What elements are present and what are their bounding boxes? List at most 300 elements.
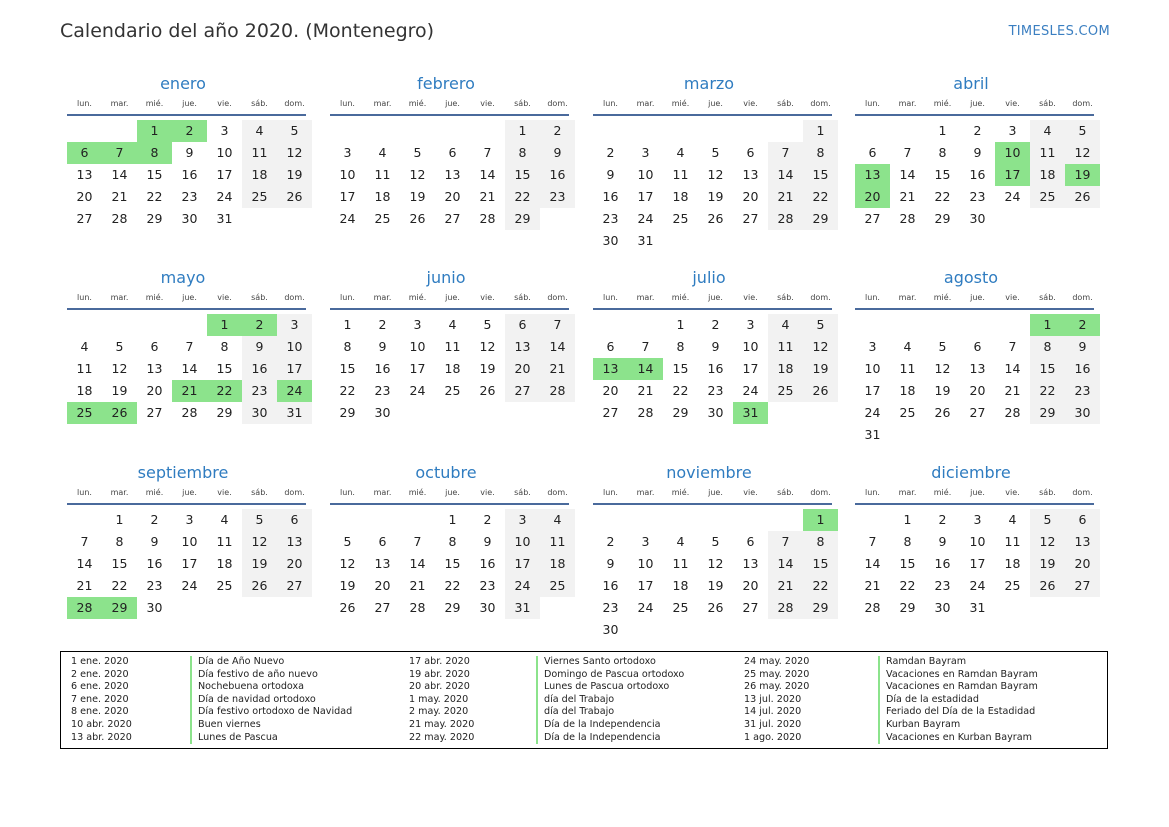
day-cell: 7: [80, 534, 89, 549]
day-grid: [855, 314, 1094, 446]
weekday-header: [67, 290, 306, 310]
day-cell: 3: [185, 512, 194, 527]
empty-cell: [102, 314, 137, 336]
day-cell: 15: [803, 164, 838, 186]
day-cell: 10: [742, 339, 759, 354]
empty-cell: [593, 509, 628, 531]
day-cell: 17: [409, 361, 426, 376]
weekday-label: mié.: [933, 99, 952, 108]
weekday-label: sáb.: [1039, 293, 1056, 302]
holiday-day-cell: 10: [995, 142, 1030, 164]
day-cell: 8: [803, 531, 838, 553]
day-cell: 24: [216, 189, 233, 204]
day-cell: 15: [444, 556, 461, 571]
legend-date: 2 may. 2020: [409, 706, 469, 718]
holiday-day-cell: 1: [207, 314, 242, 336]
day-cell: 29: [444, 600, 461, 615]
day-cell: 18: [374, 189, 391, 204]
day-cell: 27: [374, 600, 391, 615]
day-cell: 12: [1030, 531, 1065, 553]
weekday-label: dom.: [284, 99, 305, 108]
day-cell: 23: [934, 578, 951, 593]
weekday-label: mar.: [636, 293, 655, 302]
day-cell: 30: [1065, 402, 1100, 424]
weekday-label: vie.: [217, 488, 232, 497]
legend-holiday-name: día del Trabajo: [544, 693, 615, 705]
day-cell: 15: [899, 556, 916, 571]
day-cell: 1: [938, 123, 947, 138]
weekday-label: dom.: [284, 293, 305, 302]
day-cell: 5: [242, 509, 277, 531]
day-cell: 30: [969, 211, 986, 226]
empty-cell: [628, 314, 663, 336]
day-cell: 29: [934, 211, 951, 226]
day-cell: 25: [216, 578, 233, 593]
legend-dates-column: [744, 656, 809, 744]
day-cell: 22: [146, 189, 163, 204]
day-cell: 10: [637, 556, 654, 571]
day-cell: 10: [277, 336, 312, 358]
holiday-day-cell: 13: [593, 358, 628, 380]
legend-date: 6 ene. 2020: [71, 681, 129, 693]
day-cell: 12: [934, 361, 951, 376]
empty-cell: [172, 314, 207, 336]
day-cell: 8: [803, 142, 838, 164]
legend-date: 31 jul. 2020: [744, 718, 802, 730]
day-cell: 2: [973, 123, 982, 138]
empty-cell: [890, 314, 925, 336]
day-cell: 7: [540, 314, 575, 336]
day-cell: 25: [374, 211, 391, 226]
empty-cell: [925, 314, 960, 336]
day-cell: 4: [768, 314, 803, 336]
day-cell: 10: [181, 534, 198, 549]
legend-holiday-name: Día de la Independencia: [544, 718, 661, 730]
day-cell: 27: [742, 211, 759, 226]
weekday-label: lun.: [865, 293, 880, 302]
day-cell: 1: [803, 120, 838, 142]
month-septiembre: [60, 461, 306, 619]
day-cell: 12: [409, 167, 426, 182]
day-cell: 8: [343, 339, 352, 354]
weekday-label: mié.: [408, 99, 427, 108]
day-cell: 12: [1065, 142, 1100, 164]
month-octubre: [323, 461, 569, 619]
day-grid: [855, 509, 1094, 619]
empty-cell: [67, 120, 102, 142]
day-cell: 17: [864, 383, 881, 398]
day-cell: 24: [637, 600, 654, 615]
day-cell: 16: [242, 358, 277, 380]
month-mayo: [60, 266, 306, 424]
day-cell: 31: [277, 402, 312, 424]
day-cell: 20: [969, 383, 986, 398]
weekday-label: mié.: [145, 99, 164, 108]
weekday-label: jue.: [445, 293, 460, 302]
day-cell: 5: [115, 339, 124, 354]
day-cell: 11: [374, 167, 391, 182]
day-cell: 29: [1030, 402, 1065, 424]
day-cell: 11: [899, 361, 916, 376]
day-cell: 13: [374, 556, 391, 571]
month-noviembre: [586, 461, 832, 641]
day-cell: 20: [146, 383, 163, 398]
legend-date: 2 ene. 2020: [71, 668, 129, 680]
weekday-label: lun.: [77, 488, 92, 497]
weekday-label: vie.: [1005, 99, 1020, 108]
day-cell: 19: [934, 383, 951, 398]
day-cell: 11: [1030, 142, 1065, 164]
weekday-label: vie.: [217, 99, 232, 108]
day-cell: 6: [746, 145, 755, 160]
day-cell: 12: [339, 556, 356, 571]
day-grid: [593, 314, 832, 424]
legend-holiday-name: Día de Año Nuevo: [198, 656, 285, 667]
weekday-label: jue.: [445, 488, 460, 497]
day-cell: 17: [505, 553, 540, 575]
day-cell: 3: [641, 534, 650, 549]
weekday-header: [67, 485, 306, 505]
day-cell: 30: [374, 405, 391, 420]
legend-date: 1 may. 2020: [409, 693, 469, 705]
holiday-legend: [60, 651, 1108, 749]
weekday-label: sáb.: [1039, 99, 1056, 108]
weekday-label: lun.: [77, 293, 92, 302]
legend-date: 20 abr. 2020: [409, 681, 470, 693]
day-cell: 6: [505, 314, 540, 336]
empty-cell: [400, 509, 435, 531]
day-cell: 23: [146, 578, 163, 593]
day-cell: 27: [742, 600, 759, 615]
day-cell: 7: [768, 531, 803, 553]
legend-holiday-name: Kurban Bayram: [886, 718, 961, 730]
day-cell: 28: [181, 405, 198, 420]
day-cell: 1: [115, 512, 124, 527]
empty-cell: [855, 120, 890, 142]
weekday-label: dom.: [810, 99, 831, 108]
legend-date: 21 may. 2020: [409, 718, 475, 730]
brand-logo[interactable]: TIMESLES.COM: [1008, 24, 1110, 39]
day-cell: 10: [969, 534, 986, 549]
empty-cell: [768, 509, 803, 531]
weekday-label: vie.: [1005, 488, 1020, 497]
weekday-label: sáb.: [514, 99, 531, 108]
month-agosto: [848, 266, 1094, 446]
day-cell: 12: [707, 556, 724, 571]
day-cell: 23: [602, 600, 619, 615]
weekday-label: sáb.: [777, 488, 794, 497]
day-cell: 10: [409, 339, 426, 354]
day-cell: 18: [768, 358, 803, 380]
day-cell: 16: [707, 361, 724, 376]
day-cell: 5: [1065, 120, 1100, 142]
weekday-label: dom.: [547, 99, 568, 108]
holiday-day-cell: 24: [277, 380, 312, 402]
day-cell: 13: [277, 531, 312, 553]
empty-cell: [855, 314, 890, 336]
month-name: junio: [426, 268, 466, 287]
day-grid: [330, 120, 569, 230]
day-cell: 21: [768, 575, 803, 597]
day-cell: 6: [746, 534, 755, 549]
day-cell: 28: [899, 211, 916, 226]
day-cell: 17: [637, 189, 654, 204]
month-name: octubre: [415, 463, 477, 482]
day-cell: 29: [803, 208, 838, 230]
day-cell: 4: [80, 339, 89, 354]
legend-dates-column: [409, 656, 474, 744]
day-cell: 3: [277, 314, 312, 336]
day-cell: 19: [707, 189, 724, 204]
day-cell: 8: [220, 339, 229, 354]
holiday-day-cell: 21: [172, 380, 207, 402]
day-cell: 21: [479, 189, 496, 204]
day-cell: 13: [742, 556, 759, 571]
day-cell: 26: [707, 211, 724, 226]
empty-cell: [628, 509, 663, 531]
legend-holiday-name: Vacaciones en Kurban Bayram: [886, 731, 1032, 743]
day-cell: 11: [76, 361, 93, 376]
day-cell: 5: [938, 339, 947, 354]
day-cell: 15: [672, 361, 689, 376]
month-name: mayo: [160, 268, 206, 287]
weekday-header: [593, 290, 832, 310]
weekday-label: dom.: [1072, 99, 1093, 108]
weekday-label: sáb.: [251, 99, 268, 108]
day-cell: 11: [242, 142, 277, 164]
holiday-day-cell: 2: [172, 120, 207, 142]
day-cell: 21: [637, 383, 654, 398]
day-cell: 14: [768, 553, 803, 575]
day-cell: 3: [505, 509, 540, 531]
day-cell: 4: [903, 339, 912, 354]
weekday-label: vie.: [1005, 293, 1020, 302]
weekday-label: sáb.: [514, 488, 531, 497]
weekday-label: mié.: [671, 99, 690, 108]
legend-holiday-name: Buen viernes: [198, 718, 261, 730]
day-cell: 24: [409, 383, 426, 398]
day-cell: 2: [540, 120, 575, 142]
day-cell: 23: [479, 578, 496, 593]
legend-date: 26 may. 2020: [744, 681, 810, 693]
day-cell: 2: [938, 512, 947, 527]
day-cell: 9: [1065, 336, 1100, 358]
holiday-day-cell: 6: [67, 142, 102, 164]
weekday-label: mar.: [110, 293, 129, 302]
day-cell: 31: [969, 600, 986, 615]
empty-cell: [330, 509, 365, 531]
legend-holiday-name: Nochebuena ortodoxa: [198, 681, 305, 693]
day-grid: [67, 120, 306, 230]
weekday-label: dom.: [1072, 293, 1093, 302]
day-cell: 14: [540, 336, 575, 358]
day-cell: 18: [216, 556, 233, 571]
legend-holiday-name: Día de la estadidad: [886, 693, 979, 705]
day-cell: 5: [277, 120, 312, 142]
month-junio: [323, 266, 569, 424]
day-cell: 9: [540, 142, 575, 164]
weekday-label: dom.: [1072, 488, 1093, 497]
day-cell: 3: [868, 339, 877, 354]
day-cell: 4: [1030, 120, 1065, 142]
day-cell: 29: [505, 208, 540, 230]
legend-date: 22 may. 2020: [409, 731, 475, 743]
weekday-label: lun.: [340, 99, 355, 108]
month-name: julio: [692, 268, 726, 287]
day-cell: 30: [242, 402, 277, 424]
day-cell: 22: [111, 578, 128, 593]
day-cell: 3: [973, 512, 982, 527]
weekday-label: lun.: [603, 293, 618, 302]
weekday-label: jue.: [182, 99, 197, 108]
weekday-label: mar.: [898, 99, 917, 108]
day-cell: 23: [707, 383, 724, 398]
day-cell: 20: [505, 358, 540, 380]
day-cell: 14: [111, 167, 128, 182]
day-cell: 9: [606, 556, 615, 571]
day-cell: 21: [76, 578, 93, 593]
weekday-header: [330, 96, 569, 116]
day-cell: 7: [483, 145, 492, 160]
day-cell: 29: [339, 405, 356, 420]
day-cell: 19: [409, 189, 426, 204]
legend-date: 24 may. 2020: [744, 656, 810, 667]
day-cell: 19: [479, 361, 496, 376]
day-cell: 23: [540, 186, 575, 208]
day-cell: 18: [242, 164, 277, 186]
day-cell: 26: [707, 600, 724, 615]
day-cell: 23: [242, 380, 277, 402]
month-name: agosto: [943, 268, 999, 287]
empty-cell: [435, 120, 470, 142]
legend-holiday-name: Día festivo ortodoxo de Navidad: [198, 706, 353, 718]
empty-cell: [698, 120, 733, 142]
day-cell: 17: [339, 189, 356, 204]
legend-holiday-name: Vacaciones en Ramdan Bayram: [886, 681, 1038, 693]
day-cell: 26: [409, 211, 426, 226]
day-cell: 24: [339, 211, 356, 226]
day-cell: 29: [216, 405, 233, 420]
day-cell: 8: [448, 534, 457, 549]
empty-cell: [400, 120, 435, 142]
day-cell: 12: [803, 336, 838, 358]
holiday-day-cell: 20: [855, 186, 890, 208]
weekday-label: mar.: [898, 488, 917, 497]
day-cell: 27: [602, 405, 619, 420]
day-cell: 18: [1004, 556, 1021, 571]
month-name: septiembre: [137, 463, 229, 482]
day-cell: 10: [339, 167, 356, 182]
day-cell: 3: [343, 145, 352, 160]
day-cell: 4: [676, 534, 685, 549]
holiday-day-cell: 14: [628, 358, 663, 380]
holiday-day-cell: 31: [733, 402, 768, 424]
weekday-label: vie.: [217, 293, 232, 302]
weekday-label: mar.: [373, 488, 392, 497]
weekday-label: vie.: [743, 99, 758, 108]
weekday-header: [330, 290, 569, 310]
day-cell: 22: [444, 578, 461, 593]
day-cell: 2: [378, 317, 387, 332]
weekday-label: dom.: [284, 488, 305, 497]
day-cell: 15: [111, 556, 128, 571]
day-cell: 7: [641, 339, 650, 354]
holiday-day-cell: 22: [207, 380, 242, 402]
empty-cell: [470, 120, 505, 142]
day-cell: 16: [146, 556, 163, 571]
day-cell: 9: [606, 167, 615, 182]
weekday-label: mié.: [933, 488, 952, 497]
day-cell: 15: [1030, 358, 1065, 380]
legend-holiday-name: Viernes Santo ortodoxo: [544, 656, 656, 667]
day-cell: 11: [672, 556, 689, 571]
day-cell: 9: [378, 339, 387, 354]
day-cell: 11: [672, 167, 689, 182]
weekday-label: lun.: [865, 99, 880, 108]
day-cell: 17: [216, 167, 233, 182]
day-cell: 25: [1030, 186, 1065, 208]
day-cell: 9: [185, 145, 194, 160]
day-cell: 19: [277, 164, 312, 186]
day-cell: 16: [540, 164, 575, 186]
day-cell: 30: [181, 211, 198, 226]
day-cell: 6: [868, 145, 877, 160]
day-grid: [593, 509, 832, 641]
day-cell: 29: [672, 405, 689, 420]
day-cell: 19: [803, 358, 838, 380]
empty-cell: [733, 509, 768, 531]
holiday-day-cell: 26: [102, 402, 137, 424]
day-cell: 26: [339, 600, 356, 615]
day-cell: 12: [277, 142, 312, 164]
day-cell: 8: [676, 339, 685, 354]
legend-holiday-name: Domingo de Pascua ortodoxo: [544, 668, 685, 680]
day-cell: 31: [864, 427, 881, 442]
legend-date: 14 jul. 2020: [744, 706, 802, 718]
day-cell: 28: [111, 211, 128, 226]
weekday-label: vie.: [743, 293, 758, 302]
day-cell: 6: [1065, 509, 1100, 531]
holiday-day-cell: 28: [67, 597, 102, 619]
day-cell: 16: [374, 361, 391, 376]
day-cell: 13: [146, 361, 163, 376]
day-grid: [67, 509, 306, 619]
day-cell: 14: [864, 556, 881, 571]
weekday-label: mié.: [671, 488, 690, 497]
weekday-label: jue.: [182, 488, 197, 497]
day-cell: 30: [602, 622, 619, 637]
day-cell: 31: [637, 233, 654, 248]
legend-names-column: [190, 656, 352, 744]
day-cell: 14: [409, 556, 426, 571]
day-cell: 2: [483, 512, 492, 527]
empty-cell: [67, 314, 102, 336]
weekday-header: [593, 485, 832, 505]
day-cell: 5: [483, 317, 492, 332]
day-cell: 9: [150, 534, 159, 549]
day-cell: 4: [540, 509, 575, 531]
day-cell: 7: [1008, 339, 1017, 354]
holiday-day-cell: 17: [995, 164, 1030, 186]
day-cell: 15: [146, 167, 163, 182]
day-grid: [855, 120, 1094, 230]
weekday-label: jue.: [970, 99, 985, 108]
month-name: abril: [953, 74, 989, 93]
weekday-label: mar.: [373, 99, 392, 108]
day-cell: 4: [242, 120, 277, 142]
day-cell: 10: [864, 361, 881, 376]
weekday-label: lun.: [77, 99, 92, 108]
